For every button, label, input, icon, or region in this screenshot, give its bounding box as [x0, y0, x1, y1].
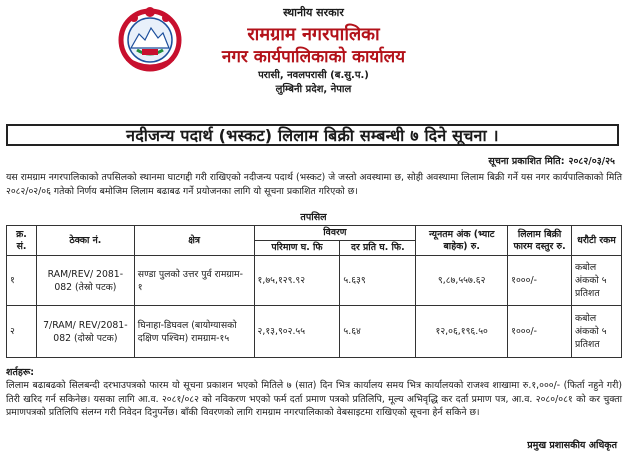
- cell-quantity: १,७५,१२९.९२: [254, 256, 340, 306]
- local-government-label: स्थानीय सरकार: [283, 6, 344, 19]
- header-details: विवरण: [254, 226, 416, 241]
- office-address: परासी, नवलपरासी (ब.सु.प.): [258, 70, 369, 81]
- header-min-amount: न्यूनतम अंक (भ्याट बाहेक) रु.: [416, 226, 508, 256]
- cell-area: घिनाहा-डिघवल (बायोग्यासको दक्षिण पश्चिम) रामग्राम-१५: [134, 306, 254, 358]
- cell-rate: ५.६४: [340, 306, 416, 358]
- schedule-heading: तपसिल: [300, 212, 327, 223]
- header-contract-no: ठेक्का नं.: [36, 226, 134, 256]
- cell-contract-no: 7/RAM/ REV/2081-082 (दोस्रो पटक): [36, 306, 134, 358]
- table-row: [7, 306, 622, 358]
- cell-contract-no: RAM/REV/ 2081-082 (तेस्रो पटक): [36, 256, 134, 306]
- table-row: [7, 256, 622, 306]
- header-rate: दर प्रति घ. फि.: [340, 241, 416, 256]
- cell-rate: ५.६३९: [340, 256, 416, 306]
- notice-body: यस रामग्राम नगरपालिकाको तपसिलको स्थानमा घाटगद्दी गरी राखिएको नदीजन्य पदार्थ (भस्कट) जे जस्तो अवस्थामा छ, सोही अवस्थामा लिलाम बिक्री गर्ने यस नगर कार्यपालिकाको मिति २०८२/०२/०६ गतेको निर्णय बमोजिम लिलाम बढाबढ गर्ने प्रयोजनका लागि यो सूचना प्रकाशित गरिएको छ।: [6, 172, 622, 197]
- published-date-label: सूचना प्रकाशित मिति:: [488, 156, 565, 167]
- header-deposit: धरौटी रकम: [572, 226, 622, 256]
- published-date-value: २०८२/०३/२५: [568, 156, 615, 167]
- header-sn: क्र. सं.: [7, 226, 37, 256]
- municipality-name: रामग्राम नगरपालिका: [247, 24, 380, 45]
- cell-form-fee: १०००/-: [508, 256, 572, 306]
- header-quantity: परिमाण घ. फि: [254, 241, 340, 256]
- office-name: नगर कार्यपालिकाको कार्यालय: [221, 47, 406, 67]
- cell-area: सण्डा पुलको उत्तर पुर्व रामग्राम- १: [134, 256, 254, 306]
- cell-min-amount: ९,८७,५५७.६२: [416, 256, 508, 306]
- cell-form-fee: १०००/-: [508, 306, 572, 358]
- cell-deposit: कबोल अंकको ५ प्रतिशत: [572, 306, 622, 358]
- notice-title: नदीजन्य पदार्थ (भस्कट) लिलाम बिक्री सम्बन्धी ७ दिने सूचना ।: [6, 124, 619, 146]
- province-name: लुम्बिनी प्रदेश, नेपाल: [275, 84, 352, 95]
- auction-table: [6, 225, 622, 358]
- header-form-fee: लिलाम बिक्री फारम दस्तुर रु.: [508, 226, 572, 256]
- conditions-text: लिलाम बढाबढको सिलबन्दी दरभाउपत्रको फारम यो सूचना प्रकाशन भएको मितिले ७ (सात) दिन भित्र कार्यालय समय भित्र कार्यालयको राजश्व शाखामा रु.१,०००/- (फिर्ता नहुने गरी) तिरी खरिद गर्न सकिनेछ। यसका लागि आ.व. २०८१/०८२ को नविकरण भएको फर्म दर्ता प्रमाण पत्रको प्रतिलिपि, मूल्य अभिवृद्धि कर दर्ता प्रमाण पत्र, आ.व. २०८०/०८१ को कर चुक्ता प्रमाणपत्रको प्रतिलिपि संलग्न गरी निवेदन दिनुपर्नेछ। बाँकी विवरणको लागि रामग्राम नगरपालिकाको वेबसाइटमा राखिएको सूचना हेर्न सकिने छ।: [6, 380, 622, 418]
- cell-deposit: कबोल अंकको ५ प्रतिशत: [572, 256, 622, 306]
- table-header-row: [7, 226, 622, 241]
- published-date-line: [484, 154, 615, 167]
- cell-quantity: २,१३,९०२.५५: [254, 306, 340, 358]
- signoff-designation: प्रमुख प्रशासकीय अधिकृत: [527, 440, 617, 451]
- cell-sn: १: [7, 256, 37, 306]
- cell-sn: २: [7, 306, 37, 358]
- conditions-title: शर्तहरू:: [6, 367, 35, 378]
- header-area: क्षेत्र: [134, 226, 254, 256]
- cell-min-amount: १२,०६,१९६.५०: [416, 306, 508, 358]
